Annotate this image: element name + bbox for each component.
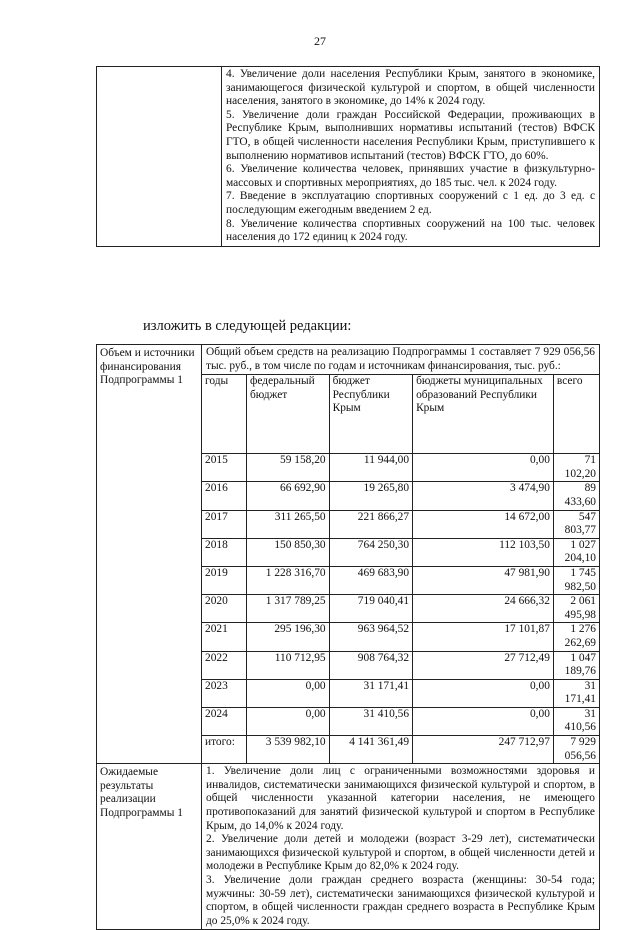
page-number: 27: [314, 34, 326, 48]
result-item: 5. Увеличение доли граждан Российской Федерации, проживающих в Республике Крым, выполнивших нормативы испытаний (тестов) ВФСК ГТО, в общей численности населения Республики Крым, приступившего к выполнению нормативов испытаний (тестов) ВФСК ГТО, до 60%.: [226, 108, 595, 162]
result-item: 7. Введение в эксплуатацию спортивных сооружений с 1 ед. до 3 ед. с последующим ежегодным введением 2 ед.: [226, 190, 595, 216]
previous-results-label-cell: [97, 67, 222, 247]
federal-cell: 0,00: [247, 679, 330, 707]
table-row: [202, 595, 599, 623]
grand-total: 7 929 056,56: [553, 736, 599, 764]
result-item: 6. Увеличение количества человек, принявших участие в физкультурно-массовых и спортивных мероприятиях, до 185 тыс. чел. к 2024 году.: [226, 163, 595, 189]
result-item: 8. Увеличение количества спортивных сооружений на 100 тыс. человек населения до 172 единиц к 2024 году.: [226, 217, 595, 244]
total-cell: 1 745 982,50: [553, 566, 599, 594]
municipal-cell: 0,00: [413, 679, 554, 707]
federal-cell: 311 265,50: [247, 510, 330, 538]
table-row: [202, 454, 599, 482]
results-label: Ожидаемые результаты реализации Подпрограммы 1: [97, 764, 202, 930]
federal-cell: 150 850,30: [247, 538, 330, 566]
municipal-total: 247 712,97: [413, 736, 554, 764]
municipal-cell: 0,00: [413, 454, 554, 482]
year-cell: 2024: [202, 707, 247, 735]
republic-cell: 31 410,56: [329, 707, 412, 735]
intro-text: изложить в следующей редакции:: [143, 318, 352, 334]
year-cell: 2022: [202, 651, 247, 679]
municipal-cell: 3 474,90: [413, 482, 554, 510]
table-row: [202, 566, 599, 594]
year-cell: 2017: [202, 510, 247, 538]
municipal-cell: 47 981,90: [413, 566, 554, 594]
total-cell: 2 061 495,98: [553, 595, 599, 623]
col-header-republic: бюджет Республики Крым: [329, 375, 412, 454]
table-row: [202, 538, 599, 566]
federal-cell: 1 317 789,25: [247, 595, 330, 623]
republic-cell: 19 265,80: [329, 482, 412, 510]
federal-cell: 0,00: [247, 707, 330, 735]
total-cell: 31 171,41: [553, 679, 599, 707]
federal-cell: 110 712,95: [247, 651, 330, 679]
col-header-year: годы: [202, 375, 247, 454]
total-cell: 89 433,60: [553, 482, 599, 510]
table-row: [202, 482, 599, 510]
total-cell: 547 803,77: [553, 510, 599, 538]
year-cell: 2015: [202, 454, 247, 482]
republic-cell: 221 866,27: [329, 510, 412, 538]
republic-total: 4 141 361,49: [329, 736, 412, 764]
new-edition-table: [96, 344, 600, 930]
total-label: итого:: [202, 736, 247, 764]
total-cell: 71 102,20: [553, 454, 599, 482]
year-cell: 2016: [202, 482, 247, 510]
year-cell: 2020: [202, 595, 247, 623]
federal-cell: 66 692,90: [247, 482, 330, 510]
federal-cell: 295 196,30: [247, 623, 330, 651]
municipal-cell: 0,00: [413, 707, 554, 735]
republic-cell: 11 944,00: [329, 454, 412, 482]
republic-cell: 963 964,52: [329, 623, 412, 651]
republic-cell: 764 250,30: [329, 538, 412, 566]
finance-summary: Общий объем средств на реализацию Подпрограммы 1 составляет 7 929 056,56 тыс. руб., в том числе по годам и источникам финансирования, тыс. руб.:: [206, 346, 595, 372]
expected-result-item: 2. Увеличение доли детей и молодежи (возраст 3-29 лет), систематически занимающихся физической культурой и спортом, в общей численности детей и молодежи в Республике Крым до 82,0% к 2024 году.: [206, 833, 595, 873]
table-row: [202, 623, 599, 651]
municipal-cell: 14 672,00: [413, 510, 554, 538]
total-cell: 31 410,56: [553, 707, 599, 735]
table-row: [202, 707, 599, 735]
federal-cell: 1 228 316,70: [247, 566, 330, 594]
federal-total: 3 539 982,10: [247, 736, 330, 764]
municipal-cell: 112 103,50: [413, 538, 554, 566]
total-cell: 1 276 262,69: [553, 623, 599, 651]
republic-cell: 908 764,32: [329, 651, 412, 679]
republic-cell: 719 040,41: [329, 595, 412, 623]
previous-results-cell: [222, 67, 600, 247]
table-row: [202, 510, 599, 538]
total-cell: 1 047 189,76: [553, 651, 599, 679]
municipal-cell: 17 101,87: [413, 623, 554, 651]
table-row: [202, 679, 599, 707]
municipal-cell: 27 712,49: [413, 651, 554, 679]
previous-results-table: [96, 66, 600, 247]
year-cell: 2019: [202, 566, 247, 594]
table-row: [202, 651, 599, 679]
expected-result-item: 1. Увеличение доли лиц с ограниченными возможностями здоровья и инвалидов, систематически занимающихся физической культурой и спортом, в общей численности указанной категории населения, не имеющего противопоказаний для занятий физической культурой и спортом в Республике Крым, до 14,0% к 2024 году.: [206, 765, 595, 832]
finance-label: Объем и источники финансирования Подпрограммы 1: [97, 345, 202, 764]
year-cell: 2018: [202, 538, 247, 566]
finance-table: [202, 374, 599, 763]
col-header-municipal: бюджеты муниципальных образований Республики Крым: [413, 375, 554, 454]
total-cell: 1 027 204,10: [553, 538, 599, 566]
republic-cell: 31 171,41: [329, 679, 412, 707]
year-cell: 2021: [202, 623, 247, 651]
col-header-total: всего: [553, 375, 599, 454]
result-item: 4. Увеличение доли населения Республики Крым, занятого в экономике, занимающегося физической культурой и спортом, в общей численности населения, занятого в экономике, до 14% к 2024 году.: [226, 68, 595, 108]
expected-result-item: 3. Увеличение доли граждан среднего возраста (женщины: 30-54 года; мужчины: 30-59 лет), систематически занимающихся физической культурой и спортом, в общей численности граждан среднего возраста в Республике Крым до 25,0% к 2024 году.: [206, 874, 595, 927]
municipal-cell: 24 666,32: [413, 595, 554, 623]
total-row: [202, 736, 599, 764]
federal-cell: 59 158,20: [247, 454, 330, 482]
col-header-federal: федеральный бюджет: [247, 375, 330, 454]
republic-cell: 469 683,90: [329, 566, 412, 594]
year-cell: 2023: [202, 679, 247, 707]
results-content: [202, 764, 600, 930]
finance-content: [202, 345, 600, 764]
